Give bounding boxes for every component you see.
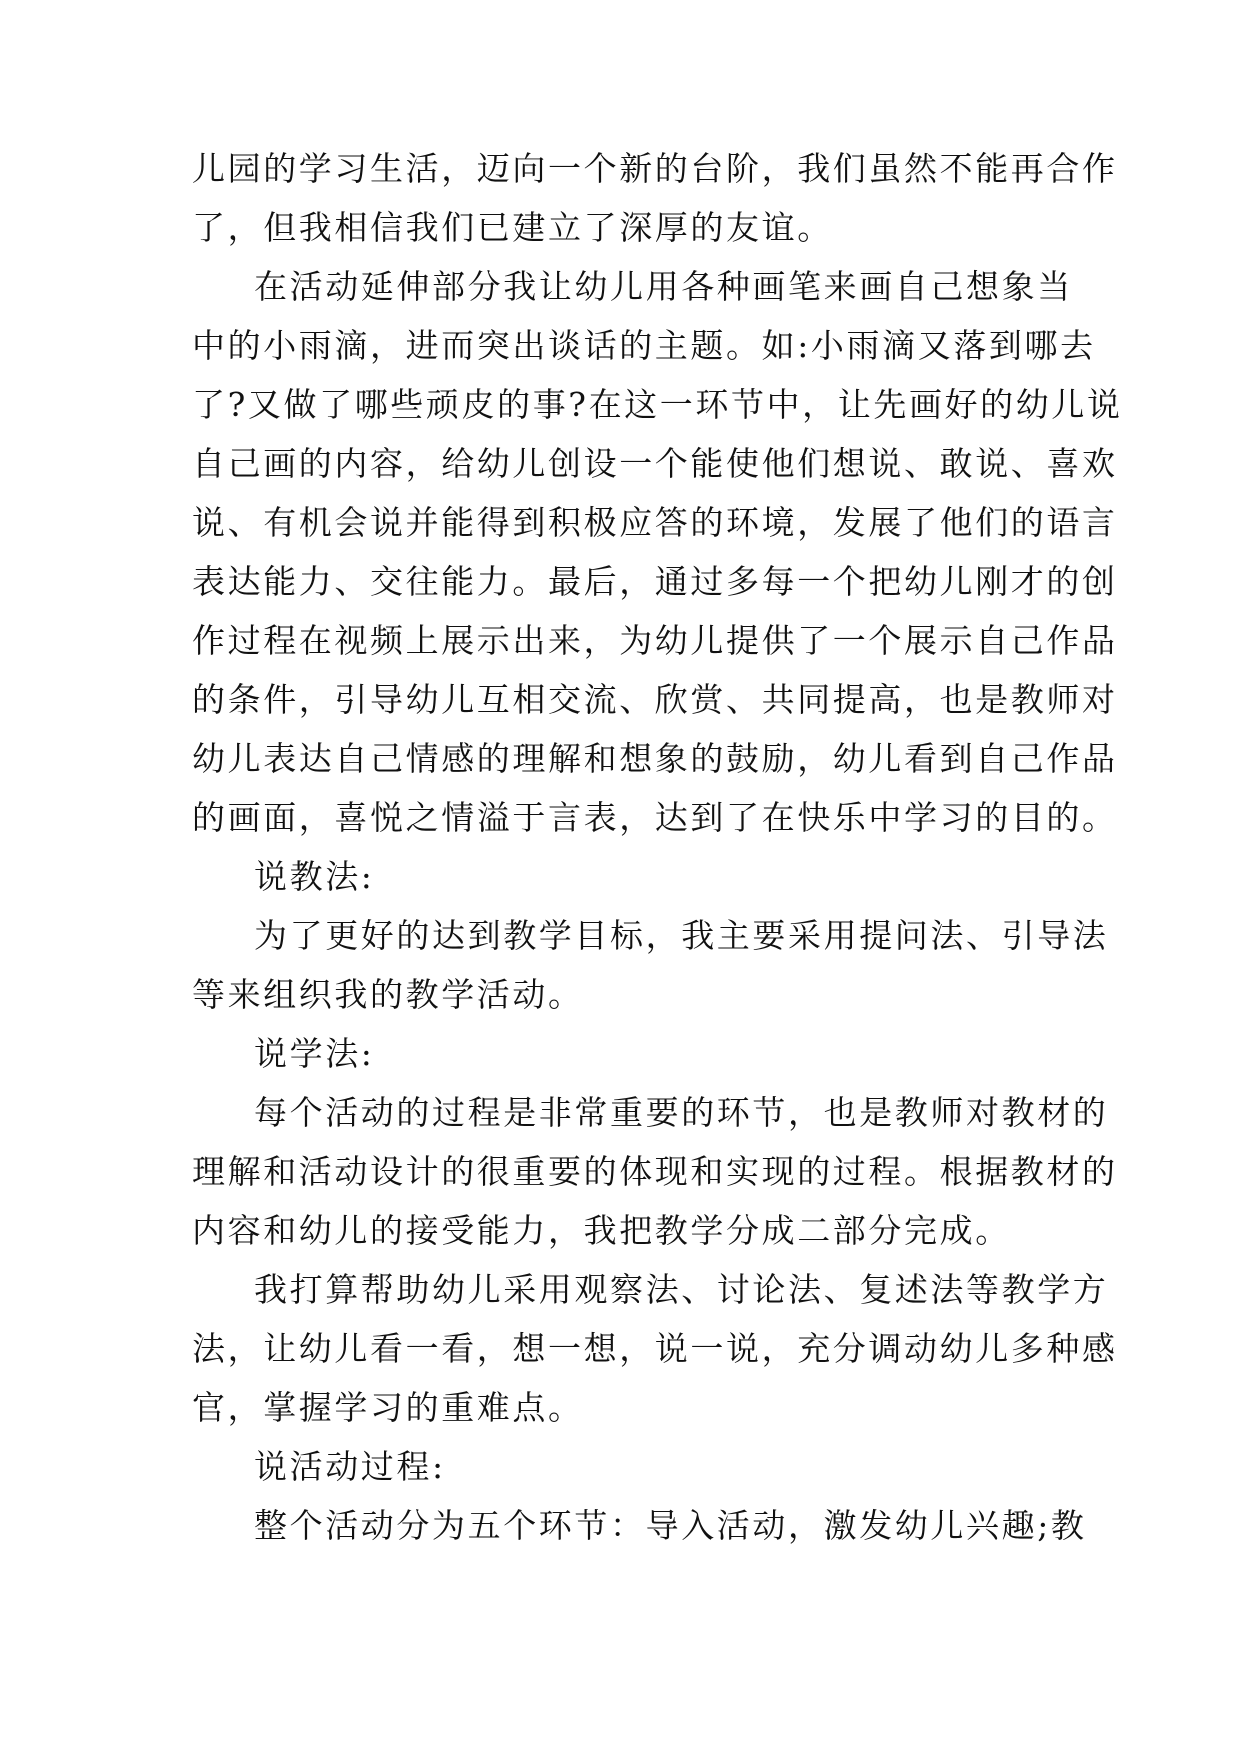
text-line-13: 说教法: [254, 857, 375, 896]
text-line-14: 为了更好的达到教学目标，我主要采用提问法、引导法 [254, 916, 1109, 955]
text-line-6: 自己画的内容，给幼儿创设一个能使他们想说、敢说、喜欢 [192, 444, 1118, 483]
text-line-2: 了，但我相信我们已建立了深厚的友谊。 [192, 208, 833, 247]
text-line-23: 说活动过程: [254, 1447, 446, 1486]
text-line-12: 的画面，喜悦之情溢于言表，达到了在快乐中学习的目的。 [192, 798, 1118, 837]
text-line-4: 中的小雨滴，进而突出谈话的主题。如:小雨滴又落到哪去 [192, 326, 1096, 365]
text-line-19: 内容和幼儿的接受能力，我把教学分成二部分完成。 [192, 1211, 1011, 1250]
text-line-11: 幼儿表达自己情感的理解和想象的鼓励，幼儿看到自己作品 [192, 739, 1118, 778]
text-line-9: 作过程在视频上展示出来，为幼儿提供了一个展示自己作品 [192, 621, 1118, 660]
text-line-15: 等来组织我的教学活动。 [192, 975, 584, 1014]
text-line-5: 了?又做了哪些顽皮的事?在这一环节中，让先画好的幼儿说 [192, 385, 1123, 424]
text-line-1: 儿园的学习生活，迈向一个新的台阶，我们虽然不能再合作 [192, 149, 1118, 188]
text-line-16: 说学法: [254, 1034, 375, 1073]
text-line-7: 说、有机会说并能得到积极应答的环境，发展了他们的语言 [192, 503, 1118, 542]
text-line-17: 每个活动的过程是非常重要的环节，也是教师对教材的 [254, 1093, 1109, 1132]
text-line-22: 官，掌握学习的重难点。 [192, 1388, 584, 1427]
text-line-18: 理解和活动设计的很重要的体现和实现的过程。根据教材的 [192, 1152, 1118, 1191]
text-line-8: 表达能力、交往能力。最后，通过多每一个把幼儿刚才的创 [192, 562, 1118, 601]
text-line-24: 整个活动分为五个环节：导入活动，激发幼儿兴趣;教 [254, 1506, 1087, 1545]
text-line-3: 在活动延伸部分我让幼儿用各种画笔来画自己想象当 [254, 267, 1073, 306]
text-line-20: 我打算帮助幼儿采用观察法、讨论法、复述法等教学方 [254, 1270, 1109, 1309]
text-line-21: 法，让幼儿看一看，想一想，说一说，充分调动幼儿多种感 [192, 1329, 1118, 1368]
text-line-10: 的条件，引导幼儿互相交流、欣赏、共同提高，也是教师对 [192, 680, 1118, 719]
